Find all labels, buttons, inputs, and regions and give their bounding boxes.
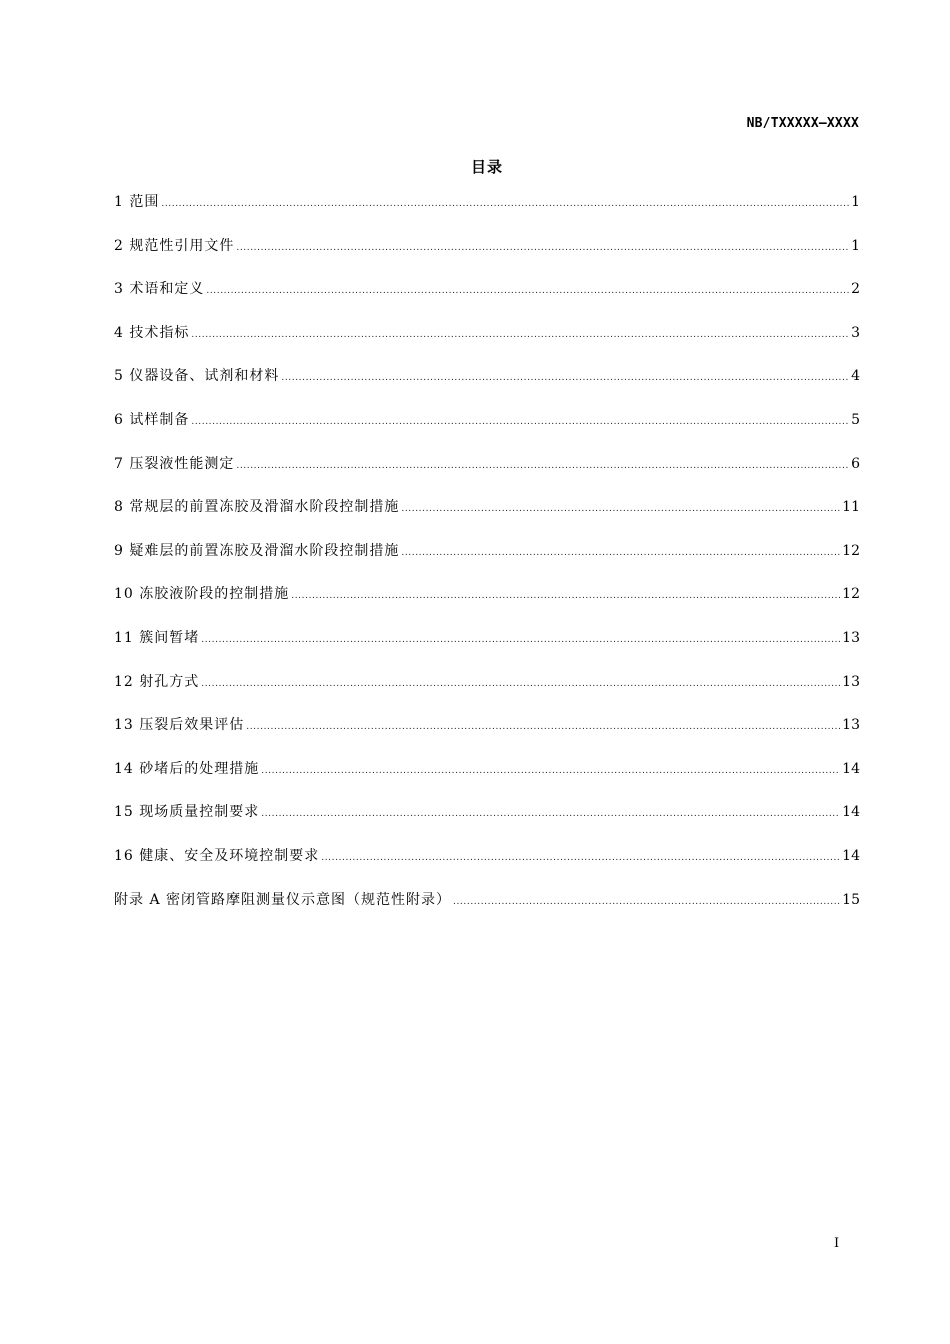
toc-dot-leader [246, 715, 840, 739]
toc-entry[interactable] [114, 539, 860, 583]
toc-dot-leader [401, 541, 840, 565]
toc-entry-label: 3 术语和定义 [114, 281, 205, 298]
toc-entry[interactable] [114, 364, 860, 408]
toc-dot-leader [191, 323, 849, 347]
toc-entry[interactable] [114, 757, 860, 801]
toc-dot-leader [201, 672, 840, 696]
toc-entry-page: 13 [842, 629, 860, 646]
toc-entry-label: 14 砂堵后的处理措施 [114, 760, 260, 777]
toc-entry[interactable] [114, 190, 860, 234]
toc-entry-label: 9 疑难层的前置冻胶及滑溜水阶段控制措施 [114, 542, 400, 559]
toc-entry-page: 14 [842, 847, 860, 864]
toc-entry-label: 8 常规层的前置冻胶及滑溜水阶段控制措施 [114, 499, 400, 516]
toc-entry[interactable] [114, 234, 860, 278]
document-code: NB/TXXXXX—XXXX [746, 116, 859, 131]
toc-entry-page: 3 [851, 324, 860, 341]
toc-dot-leader [206, 279, 849, 303]
toc-entry-page: 14 [842, 760, 860, 777]
toc-dot-leader [201, 628, 840, 652]
toc-entry-page: 13 [842, 673, 860, 690]
toc-entry[interactable] [114, 582, 860, 626]
toc-entry[interactable] [114, 495, 860, 539]
toc-entry-page: 12 [842, 542, 860, 559]
toc-entry-label: 13 压裂后效果评估 [114, 717, 245, 734]
toc-entry[interactable] [114, 626, 860, 670]
toc-dot-leader [261, 802, 840, 826]
toc-entry-label: 1 范围 [114, 194, 160, 210]
toc-entry-page: 1 [851, 194, 860, 210]
toc-entry-appendix[interactable] [114, 888, 860, 932]
toc-entry-label: 10 冻胶液阶段的控制措施 [114, 586, 290, 603]
toc-dot-leader [321, 846, 840, 870]
toc-entry[interactable] [114, 800, 860, 844]
table-of-contents [114, 190, 860, 931]
toc-entry-page: 1 [851, 237, 860, 254]
toc-entry-label: 附录 A 密闭管路摩阻测量仪示意图（规范性附录） [114, 891, 452, 908]
toc-entry-page: 2 [851, 281, 860, 298]
toc-dot-leader [453, 890, 840, 914]
toc-entry-page: 13 [842, 717, 860, 734]
toc-entry-page: 5 [851, 411, 860, 428]
toc-dot-leader [161, 192, 849, 216]
toc-entry[interactable] [114, 844, 860, 888]
toc-dot-leader [291, 584, 840, 608]
toc-entry-label: 12 射孔方式 [114, 673, 200, 690]
toc-entry[interactable] [114, 321, 860, 365]
toc-entry-label: 11 簇间暂堵 [114, 629, 200, 646]
toc-entry-label: 15 现场质量控制要求 [114, 804, 260, 821]
toc-entry-page: 6 [851, 455, 860, 472]
toc-entry-page: 12 [842, 586, 860, 603]
toc-dot-leader [401, 497, 840, 521]
toc-title: 目录 [470, 158, 503, 176]
toc-entry-page: 11 [842, 499, 860, 516]
toc-entry-label: 6 试样制备 [114, 411, 190, 428]
toc-entry-page: 15 [842, 891, 860, 908]
toc-dot-leader [191, 410, 849, 434]
toc-dot-leader [236, 454, 849, 478]
toc-entry[interactable] [114, 452, 860, 496]
toc-entry-label: 16 健康、安全及环境控制要求 [114, 847, 320, 864]
toc-dot-leader [236, 236, 849, 260]
toc-dot-leader [261, 759, 840, 783]
toc-entry-page: 4 [851, 368, 860, 385]
page-number: I [834, 1236, 840, 1251]
toc-entry-page: 14 [842, 804, 860, 821]
toc-entry[interactable] [114, 713, 860, 757]
toc-entry-label: 5 仪器设备、试剂和材料 [114, 368, 280, 385]
toc-entry-label: 7 压裂液性能测定 [114, 455, 235, 472]
toc-entry-label: 2 规范性引用文件 [114, 237, 235, 254]
toc-entry[interactable] [114, 408, 860, 452]
toc-entry-label: 4 技术指标 [114, 324, 190, 341]
toc-entry[interactable] [114, 277, 860, 321]
toc-entry[interactable] [114, 670, 860, 714]
toc-dot-leader [281, 366, 849, 390]
